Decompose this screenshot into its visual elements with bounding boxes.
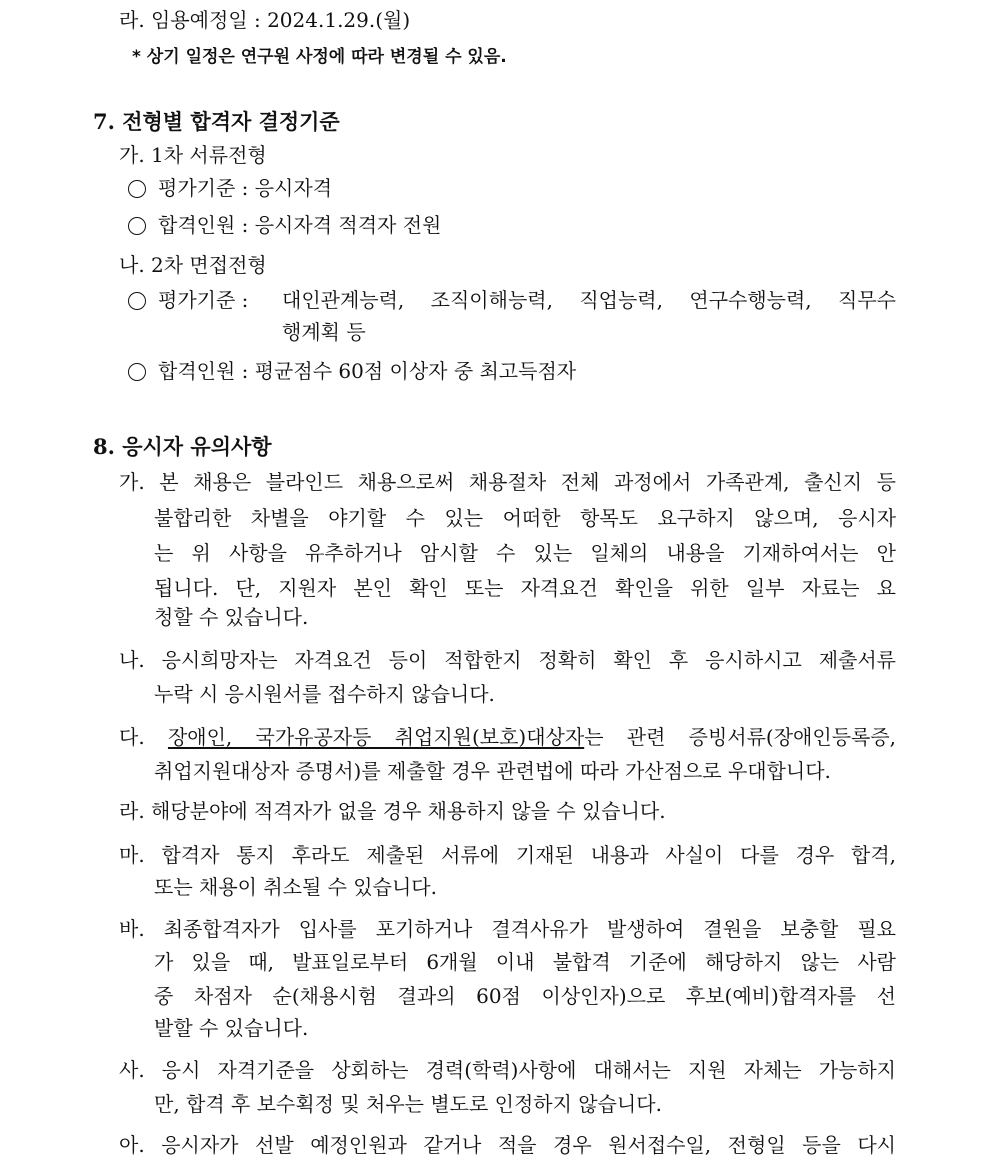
section-7-b-item-1: 평가기준 : [128, 288, 248, 312]
underlined-target-groups: 장애인, 국가유공자등 취업지원(보호)대상자 [167, 725, 585, 749]
circle-bullet-icon [128, 292, 146, 310]
section-7-b-item-2: 합격인원 : 평균점수 60점 이상자 중 최고득점자 [128, 359, 576, 383]
section-7-b-item-1-text-cont: 행계획 등 [282, 320, 366, 344]
notice-na-line-1: 나. 응시희망자는 자격요건 등이 적합한지 정확히 확인 후 응시하시고 제출서류 [119, 648, 896, 672]
notice-ga-line-1: 가. 본 채용은 블라인드 채용으로써 채용절차 전체 과정에서 가족관계, 출신지 등 [119, 470, 896, 494]
notice-ma-line-2: 또는 채용이 취소될 수 있습니다. [154, 875, 437, 899]
circle-bullet-icon [128, 180, 146, 198]
section-7-a-item-2: 합격인원 : 응시자격 적격자 전원 [128, 213, 441, 237]
notice-da-line-2: 취업지원대상자 증명서)를 제출할 경우 관련법에 따라 가산점으로 우대합니다. [154, 759, 831, 783]
notice-ba-line-3: 중 차점자 순(채용시험 결과의 60점 이상인자)으로 후보(예비)합격자를 선 [154, 984, 896, 1008]
schedule-change-note: * 상기 일정은 연구원 사정에 따라 변경될 수 있음. [132, 47, 507, 67]
notice-ma-line-1: 마. 합격자 통지 후라도 제출된 서류에 기재된 내용과 사실이 다를 경우 합격, [119, 843, 896, 867]
section-7-b-item-1-text: 대인관계능력, 조직이해능력, 직업능력, 연구수행능력, 직무수 [282, 288, 896, 312]
notice-aa-line-1: 아. 응시자가 선발 예정인원과 같거나 적을 경우 원서접수일, 전형일 등을 다시 [119, 1133, 896, 1157]
notice-ba-line-4: 발할 수 있습니다. [154, 1016, 309, 1040]
notice-ga-line-3: 는 위 사항을 유추하거나 암시할 수 있는 일체의 내용을 기재하여서는 안 [154, 541, 896, 565]
section-8-heading: 8. 응시자 유의사항 [93, 434, 272, 459]
section-7-heading: 7. 전형별 합격자 결정기준 [93, 109, 340, 134]
circle-bullet-icon [128, 363, 146, 381]
notice-ga-line-2: 불합리한 차별을 야기할 수 있는 어떠한 항목도 요구하지 않으며, 응시자 [154, 506, 896, 530]
circle-bullet-icon [128, 217, 146, 235]
notice-sa-line-1: 사. 응시 자격기준을 상회하는 경력(학력)사항에 대해서는 지원 자체는 가능하지 [119, 1058, 896, 1082]
section-7-a-title: 가. 1차 서류전형 [119, 143, 267, 167]
notice-ga-line-4: 됩니다. 단, 지원자 본인 확인 또는 자격요건 확인을 위한 일부 자료는 요 [154, 576, 896, 600]
notice-ga-line-5: 청할 수 있습니다. [154, 605, 309, 629]
appointment-date-line: 라. 임용예정일 : 2024.1.29.(월) [119, 8, 411, 32]
notice-ba-line-1: 바. 최종합격자가 입사를 포기하거나 결격사유가 발생하여 결원을 보충할 필요 [119, 917, 896, 941]
section-7-b-title: 나. 2차 면접전형 [119, 253, 267, 277]
notice-ba-line-2: 가 있을 때, 발표일로부터 6개월 이내 불합격 기준에 해당하지 않는 사람 [154, 950, 896, 974]
section-7-a-item-1: 평가기준 : 응시자격 [128, 176, 332, 200]
notice-ra-line-1: 라. 해당분야에 적격자가 없을 경우 채용하지 않을 수 있습니다. [119, 799, 666, 823]
notice-da-line-1: 다. 장애인, 국가유공자등 취업지원(보호)대상자는 관련 증빙서류(장애인등록증, [119, 725, 897, 749]
notice-sa-line-2: 만, 합격 후 보수획정 및 처우는 별도로 인정하지 않습니다. [154, 1092, 662, 1116]
notice-na-line-2: 누락 시 응시원서를 접수하지 않습니다. [154, 682, 495, 706]
